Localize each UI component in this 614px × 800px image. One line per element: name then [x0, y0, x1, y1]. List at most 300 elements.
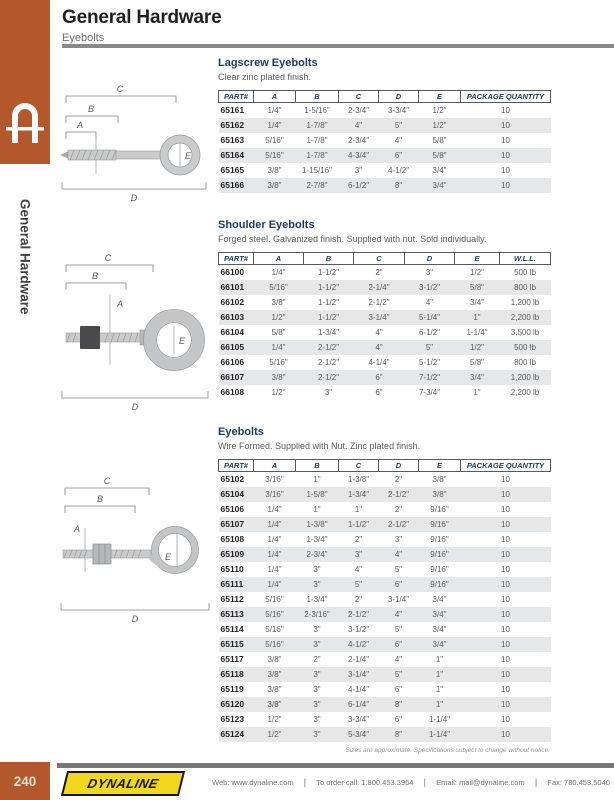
- value-cell: 6-1/2": [418, 327, 441, 337]
- part-number-cell: 65123: [220, 714, 245, 724]
- value-cell: 3": [313, 624, 321, 634]
- value-cell: 1-7/8": [306, 120, 328, 130]
- value-cell: 10: [501, 564, 510, 574]
- wire-eyebolt-diagram: [55, 468, 215, 628]
- section-title: Lagscrew Eyebolts: [218, 57, 318, 69]
- value-cell: 1-1/4": [428, 714, 451, 724]
- dim-label-d: D: [131, 402, 139, 412]
- table-row: [219, 103, 551, 118]
- value-cell: 2": [313, 654, 321, 664]
- value-cell: 3/4": [432, 180, 447, 190]
- value-cell: 5/16": [265, 609, 284, 619]
- value-cell: 1": [435, 684, 444, 694]
- value-cell: 3/4": [432, 165, 447, 175]
- value-cell: 1-3/4": [317, 327, 340, 337]
- eyebolt-art: [63, 527, 199, 574]
- lagscrew-eyebolts-table: [218, 90, 551, 193]
- part-number-cell: 66100: [220, 267, 245, 278]
- value-cell: 2": [394, 504, 403, 514]
- value-cell: 4-1/4": [347, 684, 370, 694]
- value-cell: 1-1/2": [317, 312, 340, 322]
- value-cell: 3": [313, 729, 321, 739]
- value-cell: 10: [501, 474, 510, 484]
- value-cell: 1/2": [267, 729, 282, 739]
- value-cell: 2": [354, 594, 363, 604]
- footer-item: To order call: 1.800.453.3964: [316, 777, 414, 787]
- dim-label-b: B: [91, 271, 99, 281]
- column-header: PART#: [219, 91, 254, 103]
- value-cell: 10: [501, 150, 510, 160]
- value-cell: 3-1/2": [418, 282, 441, 292]
- value-cell: 3,500 lb: [510, 327, 540, 337]
- part-number-cell: 66105: [220, 342, 245, 352]
- value-cell: 2-1/4": [368, 282, 390, 292]
- value-cell: 4-1/2": [387, 165, 410, 175]
- value-cell: 5/16": [265, 150, 284, 160]
- value-cell: 2-1/2": [317, 372, 340, 382]
- value-cell: 800 lb: [514, 357, 536, 367]
- value-cell: 1-7/8": [306, 135, 328, 145]
- value-cell: 3": [313, 699, 321, 709]
- value-cell: 1-1/2": [317, 267, 340, 277]
- value-cell: 10: [501, 120, 510, 130]
- value-cell: 10: [501, 639, 510, 649]
- value-cell: 10: [501, 504, 510, 514]
- value-cell: 500 lb: [514, 342, 536, 352]
- value-cell: 5/16": [265, 624, 284, 634]
- value-cell: 1": [313, 474, 321, 484]
- value-cell: 1-1/4": [428, 729, 451, 739]
- value-cell: 1": [473, 387, 481, 397]
- value-cell: 1-1/2": [317, 297, 340, 307]
- value-cell: 1/4": [271, 342, 286, 352]
- dim-label-d: D: [131, 614, 139, 624]
- value-cell: 5": [394, 624, 403, 634]
- shoulder-eyebolts-table: [218, 252, 551, 400]
- value-cell: 2": [354, 534, 363, 544]
- column-header: D: [405, 253, 455, 265]
- value-cell: 10: [501, 714, 510, 724]
- part-number-cell: 65102: [220, 474, 245, 485]
- part-number-cell: 65165: [220, 165, 245, 175]
- value-cell: 3": [324, 387, 333, 397]
- part-number-cell: 66108: [220, 387, 245, 397]
- value-cell: 3": [313, 684, 321, 694]
- value-cell: 5": [394, 120, 403, 130]
- table-row: [219, 622, 551, 637]
- table-row: [219, 712, 551, 727]
- sidebar-category-tab: [0, 0, 50, 164]
- column-header: B: [296, 460, 339, 472]
- value-cell: 1-5/16": [304, 105, 330, 115]
- value-cell: 1-3/4": [306, 594, 328, 604]
- section-lagscrew-eyebolts: [218, 57, 550, 193]
- table-row: [219, 340, 551, 355]
- dim-label-b: B: [96, 494, 104, 504]
- value-cell: 5/8": [432, 135, 447, 145]
- value-cell: 3": [313, 564, 321, 574]
- table-row: [219, 652, 551, 667]
- part-number-cell: 65115: [220, 639, 244, 649]
- value-cell: 1": [435, 669, 444, 679]
- section-description: Forged steel. Galvanized finish. Supplied with nut. Sold individually.: [218, 234, 487, 244]
- value-cell: 6": [394, 150, 403, 160]
- table-row: [219, 682, 551, 697]
- part-number-cell: 65114: [220, 624, 244, 634]
- value-cell: 1/4": [267, 534, 282, 544]
- column-header: D: [379, 91, 419, 103]
- table-row: [219, 637, 551, 652]
- footer-divider: [57, 763, 614, 768]
- value-cell: 3-1/2": [347, 624, 370, 634]
- value-cell: 5": [425, 342, 434, 352]
- value-cell: 3": [313, 714, 321, 724]
- value-cell: 4": [354, 120, 363, 130]
- part-number-cell: 66101: [220, 282, 245, 292]
- table-row: [219, 385, 551, 400]
- value-cell: 1/4": [267, 105, 282, 115]
- u-bolt-icon: [6, 96, 44, 150]
- value-cell: 2-3/4": [306, 549, 328, 559]
- value-cell: 4": [394, 609, 403, 619]
- table-row: [219, 697, 551, 712]
- value-cell: 10: [501, 654, 510, 664]
- part-number-cell: 66106: [220, 357, 245, 367]
- eyebolt-art: [60, 135, 200, 175]
- table-header-row: [219, 91, 551, 103]
- table-row: [219, 310, 551, 325]
- value-cell: 3": [313, 669, 321, 679]
- value-cell: 10: [501, 135, 510, 145]
- part-number-cell: 65163: [220, 135, 245, 145]
- part-number-cell: 65162: [220, 120, 245, 130]
- column-header: A: [254, 460, 296, 472]
- part-number-cell: 65164: [220, 150, 245, 160]
- column-header: PACKAGE QUANTITY: [461, 91, 551, 103]
- value-cell: 6": [394, 714, 403, 724]
- column-header: A: [254, 91, 296, 103]
- value-cell: 2-1/2": [368, 297, 390, 307]
- value-cell: 2": [375, 267, 383, 277]
- value-cell: 3": [354, 549, 363, 559]
- value-cell: 3-3/4": [347, 714, 370, 724]
- value-cell: 3/8": [267, 684, 282, 694]
- value-cell: 2-1/2": [387, 489, 410, 499]
- value-cell: 3/4": [432, 594, 447, 604]
- value-cell: 5/16": [265, 135, 284, 145]
- value-cell: 1/2": [271, 387, 286, 397]
- value-cell: 500 lb: [514, 267, 536, 277]
- value-cell: 3/8": [271, 297, 286, 307]
- page-title: General Hardware: [62, 7, 222, 28]
- value-cell: 4-1/4": [368, 357, 390, 367]
- table-row: [219, 502, 551, 517]
- value-cell: 4": [394, 549, 403, 559]
- part-number-cell: 65120: [220, 699, 245, 709]
- value-cell: 3": [354, 165, 363, 175]
- part-number-cell: 65107: [220, 519, 245, 529]
- value-cell: 1/4": [267, 549, 282, 559]
- value-cell: 9/16": [430, 534, 449, 544]
- value-cell: 3/16": [265, 474, 284, 484]
- value-cell: 5/8": [271, 327, 286, 337]
- part-number-cell: 65111: [220, 579, 244, 589]
- value-cell: 5": [354, 579, 363, 589]
- eyebolts-table: [218, 459, 551, 742]
- value-cell: 1/2": [432, 120, 447, 130]
- value-cell: 1/2": [267, 714, 282, 724]
- dim-label-c: C: [116, 84, 124, 94]
- table-row: [219, 133, 551, 148]
- value-cell: 2": [394, 474, 403, 484]
- section-description: Clear zinc plated finish.: [218, 72, 312, 82]
- dim-label-a: A: [117, 299, 124, 309]
- section-title: Eyebolts: [218, 426, 264, 438]
- dim-label-a: A: [76, 120, 84, 130]
- value-cell: 6": [394, 684, 403, 694]
- table-row: [219, 265, 551, 280]
- column-header: A: [254, 253, 304, 265]
- value-cell: 1": [435, 654, 444, 664]
- value-cell: 3/8": [267, 699, 282, 709]
- column-header: E: [455, 253, 500, 265]
- value-cell: 10: [501, 729, 510, 739]
- value-cell: 10: [501, 684, 510, 694]
- value-cell: 5-1/4": [418, 312, 441, 322]
- value-cell: 7-1/2": [418, 372, 441, 382]
- section-title: Shoulder Eyebolts: [218, 219, 315, 231]
- column-header: PART#: [219, 253, 254, 265]
- value-cell: 1/4": [267, 564, 282, 574]
- value-cell: 5": [394, 564, 403, 574]
- value-cell: 7-3/4": [418, 387, 441, 397]
- value-cell: 1/2": [271, 312, 286, 322]
- table-row: [219, 592, 551, 607]
- value-cell: 3": [313, 579, 321, 589]
- value-cell: 3/8": [432, 474, 447, 484]
- footer-separator: |: [423, 777, 426, 787]
- value-cell: 1-7/8": [306, 150, 328, 160]
- value-cell: 2-1/2": [317, 357, 340, 367]
- value-cell: 10: [501, 699, 510, 709]
- column-header: C: [339, 91, 379, 103]
- part-number-cell: 66103: [220, 312, 245, 322]
- part-number-cell: 65166: [220, 180, 245, 190]
- dim-label-b: B: [87, 104, 95, 114]
- value-cell: 9/16": [430, 549, 449, 559]
- value-cell: 10: [501, 165, 510, 175]
- value-cell: 5/16": [265, 594, 284, 604]
- value-cell: 8": [394, 699, 403, 709]
- column-header: B: [296, 91, 339, 103]
- value-cell: 3": [313, 639, 321, 649]
- table-row: [219, 727, 551, 742]
- value-cell: 3/8": [267, 180, 282, 190]
- value-cell: 4": [354, 564, 363, 574]
- value-cell: 5/8": [432, 150, 447, 160]
- part-number-cell: 65108: [220, 534, 245, 544]
- part-number-cell: 65106: [220, 504, 245, 514]
- value-cell: 1-1/4": [466, 327, 488, 337]
- value-cell: 4-1/2": [347, 639, 370, 649]
- header-divider: [62, 44, 614, 48]
- value-cell: 9/16": [430, 504, 449, 514]
- section-shoulder-eyebolts: [218, 219, 550, 400]
- page-number-block: [0, 762, 50, 800]
- value-cell: 10: [501, 519, 510, 529]
- value-cell: 3/16": [265, 489, 284, 499]
- value-cell: 4": [375, 342, 383, 352]
- footer-item: Web: www.dynaline.com: [212, 777, 294, 787]
- value-cell: 8": [394, 729, 403, 739]
- part-number-cell: 65112: [220, 594, 244, 604]
- table-row: [219, 370, 551, 385]
- sidebar-vertical-label: General Hardware: [17, 199, 33, 315]
- value-cell: 9/16": [430, 564, 449, 574]
- value-cell: 2-3/4": [347, 105, 370, 115]
- value-cell: 3-1/4": [368, 312, 390, 322]
- value-cell: 10: [501, 594, 510, 604]
- lagscrew-eyebolt-diagram: [56, 66, 214, 206]
- value-cell: 3/4": [470, 372, 484, 382]
- footer-item: Email: mail@dynaline.com: [436, 777, 525, 787]
- part-number-cell: 65117: [220, 654, 244, 664]
- value-cell: 1": [354, 504, 363, 514]
- value-cell: 3-3/4": [387, 105, 410, 115]
- part-number-cell: 65161: [220, 105, 245, 116]
- value-cell: 3/4": [432, 609, 447, 619]
- value-cell: 1/2": [470, 342, 484, 352]
- column-header: W.L.L.: [500, 253, 551, 265]
- value-cell: 10: [501, 105, 510, 115]
- value-cell: 9/16": [430, 579, 449, 589]
- value-cell: 2-1/4": [347, 654, 370, 664]
- part-number-cell: 65113: [220, 609, 244, 619]
- value-cell: 6": [375, 372, 383, 382]
- table-row: [219, 517, 551, 532]
- shoulder-eyebolt-diagram: [56, 243, 214, 413]
- value-cell: 3/4": [470, 297, 484, 307]
- value-cell: 1-3/8": [306, 519, 328, 529]
- value-cell: 5-1/2": [418, 357, 441, 367]
- value-cell: 10: [501, 534, 510, 544]
- value-cell: 6": [394, 579, 403, 589]
- value-cell: 10: [501, 579, 510, 589]
- table-row: [219, 280, 551, 295]
- part-number-cell: 66107: [220, 372, 245, 382]
- column-header: PART#: [219, 460, 254, 472]
- page-subtitle: Eyebolts: [62, 32, 105, 44]
- table-row: [219, 577, 551, 592]
- value-cell: 1-3/4": [347, 489, 370, 499]
- value-cell: 3": [394, 534, 403, 544]
- value-cell: 6-1/4": [347, 699, 370, 709]
- value-cell: 4-3/4": [347, 150, 370, 160]
- part-number-cell: 65119: [220, 684, 244, 694]
- value-cell: 1/4": [271, 267, 286, 277]
- value-cell: 10: [501, 669, 510, 679]
- value-cell: 3-1/4": [387, 594, 410, 604]
- value-cell: 8": [394, 180, 403, 190]
- value-cell: 1-1/2": [317, 282, 340, 292]
- table-header-row: [219, 253, 551, 265]
- dim-label-d: D: [130, 193, 138, 203]
- value-cell: 10: [501, 624, 510, 634]
- part-number-cell: 65110: [220, 564, 244, 574]
- table-row: [219, 355, 551, 370]
- footer-contact: [212, 770, 610, 794]
- value-cell: 2,200 lb: [510, 387, 540, 397]
- table-row: [219, 547, 551, 562]
- dynaline-logo: DYNALINE: [61, 771, 185, 796]
- table-row: [219, 562, 551, 577]
- value-cell: 5/16": [265, 639, 284, 649]
- column-header: D: [379, 460, 419, 472]
- footer-separator: |: [534, 777, 538, 787]
- table-row: [219, 163, 551, 178]
- value-cell: 800 lb: [514, 282, 536, 292]
- value-cell: 4": [375, 327, 383, 337]
- value-cell: 3/8": [271, 372, 286, 382]
- value-cell: 5/8": [470, 282, 484, 292]
- value-cell: 3/8": [267, 165, 282, 175]
- value-cell: 1-15/16": [302, 165, 332, 175]
- value-cell: 3": [425, 267, 434, 277]
- value-cell: 5": [394, 669, 403, 679]
- part-number-cell: 65104: [220, 489, 245, 499]
- value-cell: 4": [425, 297, 434, 307]
- part-number-cell: 65109: [220, 549, 245, 559]
- table-row: [219, 325, 551, 340]
- page-number: 240: [13, 773, 37, 789]
- dim-label-e: E: [185, 151, 192, 161]
- value-cell: 1/4": [267, 504, 282, 514]
- value-cell: 2-1/2": [317, 342, 340, 352]
- value-cell: 2,200 lb: [510, 312, 540, 322]
- value-cell: 1/2": [470, 267, 484, 277]
- column-header: E: [419, 460, 461, 472]
- value-cell: 3/8": [432, 489, 447, 499]
- value-cell: 5-3/4": [347, 729, 370, 739]
- value-cell: 10: [501, 609, 510, 619]
- value-cell: 1/2": [432, 105, 447, 115]
- footer-separator: |: [303, 777, 307, 787]
- value-cell: 1-5/8": [306, 489, 328, 499]
- table-row: [219, 118, 551, 133]
- value-cell: 3/8": [267, 669, 282, 679]
- value-cell: 1,200 lb: [510, 297, 540, 307]
- part-number-cell: 66102: [220, 297, 245, 307]
- value-cell: 5/8": [470, 357, 484, 367]
- value-cell: 10: [501, 549, 510, 559]
- value-cell: 9/16": [430, 519, 449, 529]
- dim-label-c: C: [104, 253, 112, 263]
- part-number-cell: 65118: [220, 669, 244, 679]
- value-cell: 1/4": [267, 579, 282, 589]
- value-cell: 5/16": [269, 282, 288, 292]
- column-header: C: [339, 460, 379, 472]
- part-number-cell: 65124: [220, 729, 245, 739]
- table-row: [219, 295, 551, 310]
- value-cell: 4": [394, 135, 403, 145]
- section-eyebolts: [218, 426, 550, 742]
- value-cell: 2-1/2": [347, 609, 370, 619]
- page-header: [62, 7, 221, 44]
- value-cell: 1": [313, 504, 321, 514]
- value-cell: 4": [394, 654, 403, 664]
- table-row: [219, 532, 551, 547]
- value-cell: 3/4": [432, 624, 447, 634]
